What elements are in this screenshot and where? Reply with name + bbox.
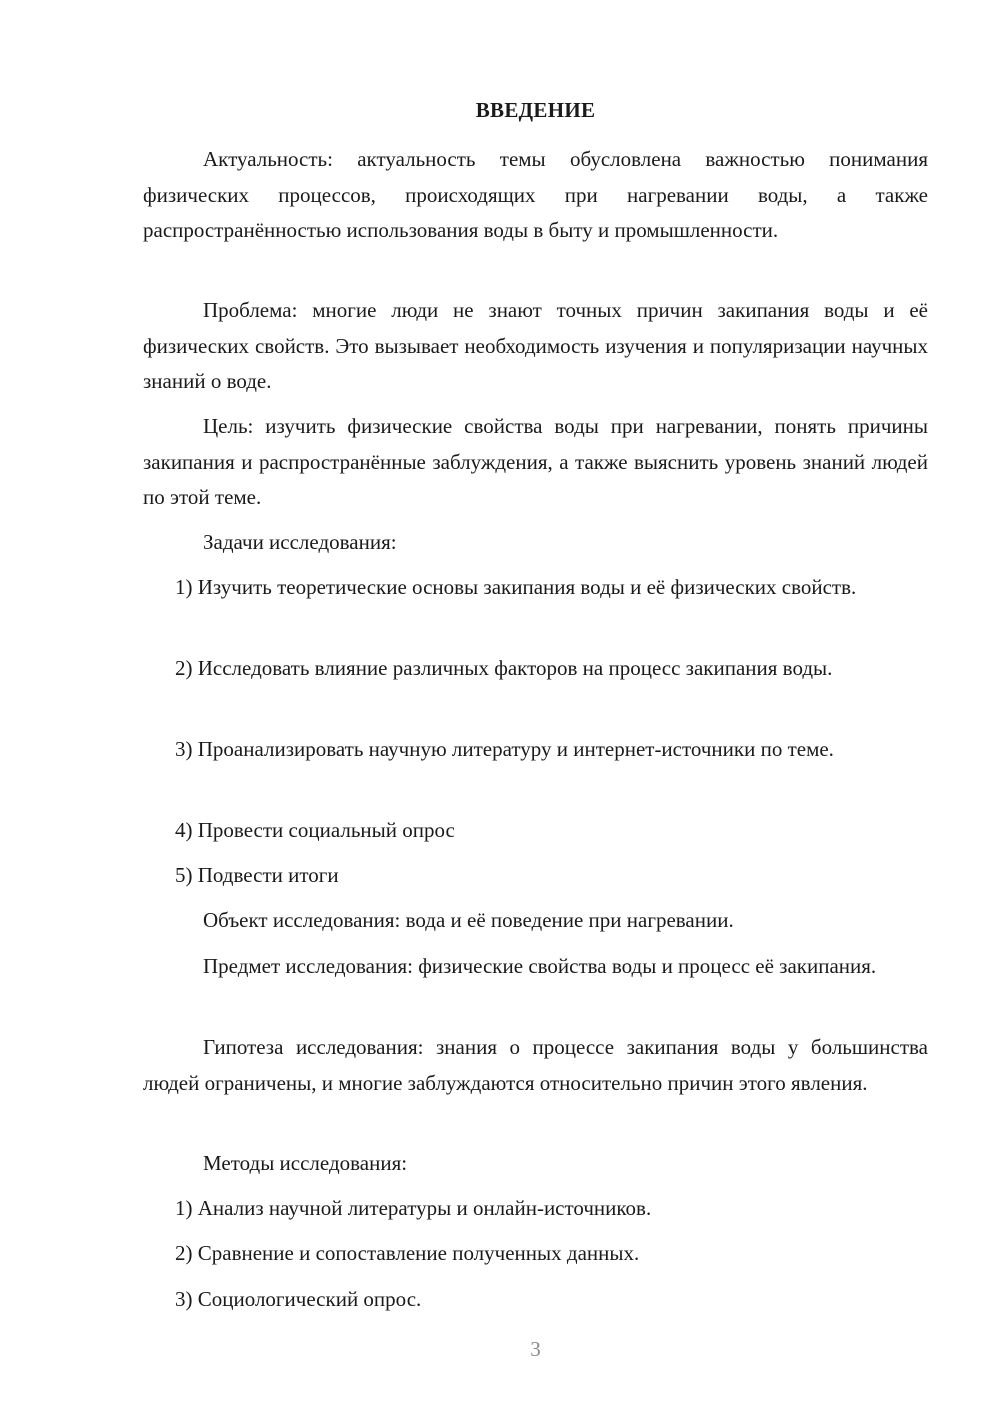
task-item-3: 3) Проанализировать научную литературу и интернет-источники по теме. <box>175 737 834 761</box>
method-item-3: 3) Социологический опрос. <box>175 1287 422 1311</box>
page-number: 3 <box>530 1337 541 1361</box>
goal-paragraph: Цель: изучить физические свойства воды при нагревании, понять причины закипания и распространённые заблуждения, а также выяснить уровень знаний людей по этой теме. <box>143 414 928 509</box>
task-item-5: 5) Подвести итоги <box>175 863 339 887</box>
section-title: ВВЕДЕНИЕ <box>475 98 596 122</box>
method-item-1: 1) Анализ научной литературы и онлайн-источников. <box>175 1196 652 1220</box>
task-item-4: 4) Провести социальный опрос <box>175 818 455 842</box>
problem-paragraph: Проблема: многие люди не знают точных причин закипания воды и её физических свойств. Это вызывает необходимость изучения и популяризации научных знаний о воде. <box>143 298 928 393</box>
methods-heading: Методы исследования: <box>203 1151 408 1175</box>
relevance-paragraph: Актуальность: актуальность темы обусловлена важностью понимания физических процессов, происходящих при нагревании воды, а также распространённостью использования воды в быту и промышленности. <box>143 147 928 242</box>
tasks-heading: Задачи исследования: <box>203 530 397 554</box>
task-item-2: 2) Исследовать влияние различных факторов на процесс закипания воды. <box>175 656 833 680</box>
task-item-1: 1) Изучить теоретические основы закипания воды и её физических свойств. <box>175 575 857 599</box>
hypothesis-paragraph: Гипотеза исследования: знания о процессе закипания воды у большинства людей ограничены, и многие заблуждаются относительно причин этого явления. <box>143 1035 928 1095</box>
subject-paragraph: Предмет исследования: физические свойства воды и процесс её закипания. <box>203 954 877 978</box>
document-page <box>143 0 928 1414</box>
object-paragraph: Объект исследования: вода и её поведение при нагревании. <box>203 908 734 932</box>
method-item-2: 2) Сравнение и сопоставление полученных данных. <box>175 1241 640 1265</box>
